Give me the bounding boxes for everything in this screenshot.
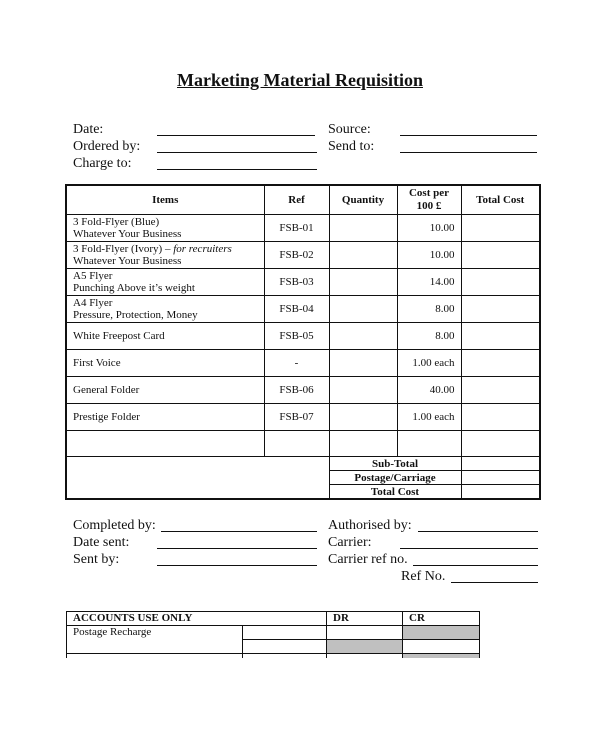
send-to-field[interactable] <box>400 152 537 153</box>
send-to-label: Send to: <box>328 139 375 154</box>
table-row <box>66 350 540 377</box>
header-quantity: Quantity <box>329 185 397 215</box>
ref-cell: FSB-07 <box>264 404 329 431</box>
table-row <box>66 215 540 242</box>
quantity-cell[interactable] <box>329 377 397 404</box>
total-cell[interactable] <box>461 215 540 242</box>
dr-cell[interactable] <box>327 626 403 640</box>
cost-cell: 8.00 <box>397 323 461 350</box>
ref-cell: FSB-06 <box>264 377 329 404</box>
total-cell[interactable] <box>461 350 540 377</box>
total-cell[interactable] <box>461 431 540 457</box>
dr-cell-shaded <box>327 640 403 654</box>
accounts-cell[interactable] <box>243 640 327 654</box>
total-cell[interactable] <box>461 296 540 323</box>
header-total: Total Cost <box>461 185 540 215</box>
accounts-table <box>66 611 480 658</box>
accounts-cell <box>67 654 243 659</box>
sent-by-label: Sent by: <box>73 552 120 567</box>
cr-cell[interactable] <box>403 640 480 654</box>
cost-cell: 10.00 <box>397 242 461 269</box>
quantity-cell[interactable] <box>329 431 397 457</box>
date-sent-field[interactable] <box>157 548 317 549</box>
total-label: Total Cost <box>329 485 461 500</box>
summary-spacer <box>66 457 329 500</box>
cost-cell: 10.00 <box>397 215 461 242</box>
ref-cell: FSB-04 <box>264 296 329 323</box>
total-cell[interactable] <box>461 242 540 269</box>
item-cell: A5 Flyer Punching Above it’s weight <box>66 269 264 296</box>
quantity-cell[interactable] <box>329 296 397 323</box>
cost-cell: 1.00 each <box>397 404 461 431</box>
date-field[interactable] <box>157 135 315 136</box>
accounts-header-row <box>67 612 480 626</box>
total-value[interactable] <box>461 485 540 500</box>
cost-cell: 1.00 each <box>397 350 461 377</box>
item-cell[interactable] <box>66 431 264 457</box>
cost-cell[interactable] <box>397 431 461 457</box>
dr-header: DR <box>327 612 403 626</box>
date-sent-label: Date sent: <box>73 535 130 550</box>
item-cell: 3 Fold-Flyer (Blue) Whatever Your Business <box>66 215 264 242</box>
cr-cell-shaded <box>403 626 480 640</box>
quantity-cell[interactable] <box>329 404 397 431</box>
table-row-blank <box>66 431 540 457</box>
table-row <box>66 242 540 269</box>
carrier-ref-field[interactable] <box>413 565 538 566</box>
total-cell[interactable] <box>461 404 540 431</box>
postage-value[interactable] <box>461 471 540 485</box>
table-header-row <box>66 185 540 215</box>
charge-to-field[interactable] <box>157 169 317 170</box>
item-cell: A4 Flyer Pressure, Protection, Money <box>66 296 264 323</box>
quantity-cell[interactable] <box>329 215 397 242</box>
item-cell: First Voice <box>66 350 264 377</box>
subtotal-label: Sub-Total <box>329 457 461 471</box>
authorised-by-label: Authorised by: <box>328 518 412 533</box>
quantity-cell[interactable] <box>329 242 397 269</box>
postage-recharge-label: Postage Recharge <box>67 626 243 654</box>
charge-to-label: Charge to: <box>73 156 132 171</box>
date-label: Date: <box>73 122 104 137</box>
page-title: Marketing Material Requisition <box>177 70 423 90</box>
item-cell: 3 Fold-Flyer (Ivory) – for recruiters Whatever Your Business <box>66 242 264 269</box>
header-ref: Ref <box>264 185 329 215</box>
quantity-cell[interactable] <box>329 350 397 377</box>
cost-cell: 14.00 <box>397 269 461 296</box>
cost-cell: 8.00 <box>397 296 461 323</box>
total-cell[interactable] <box>461 377 540 404</box>
ref-no-label: Ref No. <box>401 569 446 584</box>
authorised-by-field[interactable] <box>418 531 538 532</box>
header-items: Items <box>66 185 264 215</box>
table-row <box>66 296 540 323</box>
quantity-cell[interactable] <box>329 323 397 350</box>
ref-cell: FSB-03 <box>264 269 329 296</box>
quantity-cell[interactable] <box>329 269 397 296</box>
ref-no-field[interactable] <box>451 582 538 583</box>
ref-cell: - <box>264 350 329 377</box>
source-field[interactable] <box>400 135 537 136</box>
table-row <box>66 269 540 296</box>
item-cell: White Freepost Card <box>66 323 264 350</box>
accounts-row-partial <box>67 654 480 659</box>
source-label: Source: <box>328 122 371 137</box>
postage-recharge-row <box>67 626 480 640</box>
item-cell: Prestige Folder <box>66 404 264 431</box>
ref-cell: FSB-01 <box>264 215 329 242</box>
accounts-cell <box>243 654 327 659</box>
ref-cell[interactable] <box>264 431 329 457</box>
subtotal-value[interactable] <box>461 457 540 471</box>
ref-cell: FSB-02 <box>264 242 329 269</box>
carrier-label: Carrier: <box>328 535 372 550</box>
dr-cell <box>327 654 403 659</box>
sent-by-field[interactable] <box>157 565 317 566</box>
total-cell[interactable] <box>461 269 540 296</box>
completed-by-field[interactable] <box>161 531 317 532</box>
carrier-ref-label: Carrier ref no. <box>328 552 408 567</box>
item-cell: General Folder <box>66 377 264 404</box>
ref-cell: FSB-05 <box>264 323 329 350</box>
total-cell[interactable] <box>461 323 540 350</box>
table-row <box>66 323 540 350</box>
ordered-by-field[interactable] <box>157 152 317 153</box>
cr-cell-shaded <box>403 654 480 659</box>
cost-cell: 40.00 <box>397 377 461 404</box>
postage-label: Postage/Carriage <box>329 471 461 485</box>
accounts-cell[interactable] <box>243 626 327 640</box>
table-row <box>66 377 540 404</box>
table-row <box>66 404 540 431</box>
requisition-table <box>65 184 541 500</box>
carrier-field[interactable] <box>400 548 538 549</box>
completed-by-label: Completed by: <box>73 518 156 533</box>
header-cost: Cost per 100 £ <box>397 185 461 215</box>
ordered-by-label: Ordered by: <box>73 139 141 154</box>
accounts-header: ACCOUNTS USE ONLY <box>67 612 327 626</box>
subtotal-row <box>66 457 540 471</box>
cr-header: CR <box>403 612 480 626</box>
